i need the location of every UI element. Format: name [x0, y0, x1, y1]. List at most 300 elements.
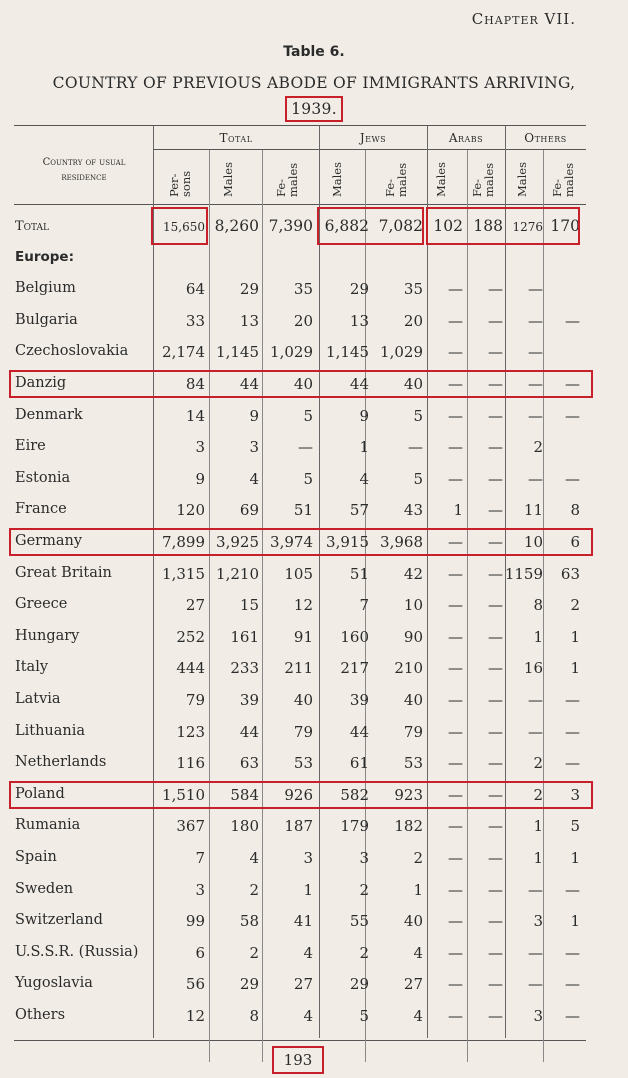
table-cell: 56 — [185, 975, 205, 994]
country-name: Hungary — [15, 627, 80, 644]
group-header-jews: Jews — [359, 131, 387, 145]
table-cell: — — [528, 406, 543, 425]
table-cell: 1159 — [504, 564, 543, 583]
table-cell: — — [448, 975, 463, 994]
table-cell: 3 — [533, 912, 543, 931]
country-name: Others — [15, 1007, 66, 1023]
row-highlight — [9, 781, 593, 809]
table-cell: 1 — [413, 880, 423, 899]
table-cell: 3 — [249, 438, 259, 457]
table-cell: — — [448, 596, 463, 615]
table-cell: 13 — [349, 311, 369, 330]
country-name: Denmark — [15, 406, 83, 423]
table-cell: 79 — [185, 691, 205, 709]
table-cell: 4 — [413, 943, 423, 962]
table-cell: 44 — [239, 722, 259, 741]
table-cell: — — [565, 722, 580, 741]
table-cell: 35 — [293, 280, 313, 299]
table-cell: — — [448, 406, 463, 425]
table-cell: 582 — [340, 785, 369, 804]
table-cell: — — [448, 343, 463, 362]
total-highlight-box — [426, 207, 580, 245]
column-header: Males — [434, 161, 448, 197]
country-name: Sweden — [15, 880, 74, 897]
country-name: Eire — [15, 438, 46, 455]
country-name: Yugoslavia — [15, 975, 93, 992]
table-row — [0, 750, 628, 780]
table-cell: 161 — [230, 627, 259, 646]
table-cell: 53 — [403, 754, 423, 773]
country-name: Latvia — [15, 691, 61, 707]
table-cell: 91 — [293, 627, 313, 646]
table-cell: — — [565, 406, 580, 425]
column-header: Fe- males — [470, 162, 496, 197]
table-cell: 188 — [473, 217, 503, 235]
page-number: 193 — [272, 1046, 324, 1074]
table-cell: 43 — [403, 501, 423, 520]
table-cell: 2 — [533, 754, 543, 773]
table-cell: 90 — [403, 627, 423, 646]
table-title — [0, 72, 628, 122]
table-row — [0, 434, 628, 464]
table-cell: — — [448, 533, 463, 551]
table-cell: 210 — [394, 659, 423, 678]
country-name: Spain — [15, 849, 57, 865]
table-cell: 35 — [403, 280, 423, 299]
table-cell: 63 — [239, 754, 259, 773]
table-cell: 8 — [249, 1007, 259, 1025]
country-name: Italy — [15, 659, 49, 676]
table-cell: 41 — [293, 912, 313, 931]
table-cell: 63 — [560, 564, 580, 583]
table-cell: 7,390 — [268, 217, 313, 235]
table-cell: 170 — [550, 217, 580, 235]
table-cell: 5 — [303, 469, 313, 488]
table-cell: — — [528, 311, 543, 330]
country-name: Switzerland — [15, 912, 103, 929]
table-row — [0, 813, 628, 843]
table-cell: — — [448, 849, 463, 867]
table-cell: 55 — [349, 912, 369, 931]
row-highlight — [9, 528, 593, 556]
table-row — [0, 276, 628, 306]
table-cell: 1 — [570, 849, 580, 867]
group-header-arabs: Arabs — [448, 131, 484, 145]
table-cell: — — [408, 438, 423, 457]
table-cell: 29 — [239, 975, 259, 994]
table-cell: — — [528, 943, 543, 962]
table-cell: 15,650 — [163, 220, 205, 234]
table-cell: — — [488, 754, 503, 773]
table-cell: 1,315 — [162, 564, 205, 583]
table-cell: — — [565, 311, 580, 330]
table-cell: 5 — [303, 406, 313, 425]
table-cell: 39 — [349, 691, 369, 709]
table-row — [0, 908, 628, 938]
table-cell: 1,145 — [326, 343, 369, 362]
table-cell: 1 — [570, 627, 580, 646]
table-cell: 3 — [359, 849, 369, 867]
table-cell: — — [488, 469, 503, 488]
table-cell: 180 — [230, 817, 259, 836]
table-cell: 10 — [523, 533, 543, 551]
table-cell: — — [488, 912, 503, 931]
table-cell: 44 — [349, 722, 369, 741]
table-label: Table 6. — [283, 44, 345, 60]
table-cell: 5 — [359, 1007, 369, 1025]
table-cell: — — [565, 754, 580, 773]
table-cell: 40 — [293, 691, 313, 709]
table-cell: 2,174 — [162, 343, 205, 362]
table-cell: 3,915 — [326, 533, 369, 551]
table-cell: 20 — [403, 311, 423, 330]
table-cell: 12 — [185, 1007, 205, 1025]
table-cell: 42 — [403, 564, 423, 583]
country-column-header: Country of usual residence — [42, 157, 126, 183]
table-row — [0, 592, 628, 622]
table-cell: 29 — [239, 280, 259, 299]
table-cell: 16 — [523, 659, 543, 678]
group-header-total: Total — [219, 131, 253, 145]
table-cell: 123 — [176, 722, 205, 741]
country-name: Greece — [15, 596, 68, 613]
table-row — [0, 308, 628, 338]
table-cell: 57 — [349, 501, 369, 520]
table-cell: — — [488, 406, 503, 425]
table-cell: 53 — [293, 754, 313, 773]
country-name: Danzig — [15, 375, 67, 391]
table-cell: — — [528, 975, 543, 994]
table-cell: 40 — [403, 691, 423, 709]
country-name: Estonia — [15, 469, 71, 486]
table-row — [0, 497, 628, 527]
table-cell: — — [488, 280, 503, 299]
table-cell: — — [528, 343, 543, 362]
country-name: Bulgaria — [15, 311, 78, 328]
table-cell: 44 — [239, 375, 259, 393]
table-cell: 79 — [293, 722, 313, 741]
table-cell: — — [448, 754, 463, 773]
section-heading-row — [0, 245, 628, 275]
table-cell: 51 — [293, 501, 313, 520]
table-row — [0, 687, 628, 717]
table-cell: — — [448, 722, 463, 741]
table-cell: 27 — [293, 975, 313, 994]
table-bottom-rule — [14, 1040, 586, 1041]
table-row — [0, 719, 628, 749]
column-header: Fe- males — [274, 162, 300, 197]
country-name: Total — [15, 219, 50, 234]
country-name: Belgium — [15, 280, 76, 297]
table-cell: 39 — [239, 691, 259, 709]
table-cell: 1 — [359, 438, 369, 457]
table-cell: 9 — [249, 406, 259, 425]
table-row — [0, 1003, 628, 1033]
column-header: Males — [515, 161, 529, 197]
table-cell: — — [448, 912, 463, 931]
table-cell: 160 — [340, 627, 369, 646]
country-name: Lithuania — [15, 722, 86, 739]
row-highlight — [9, 370, 593, 398]
table-cell: 29 — [349, 975, 369, 994]
table-title-text: COUNTRY OF PREVIOUS ABODE OF IMMIGRANTS ARRIVING, — [52, 74, 576, 92]
table-cell: 3 — [570, 785, 580, 804]
table-cell: 44 — [349, 375, 369, 393]
table-cell: — — [565, 375, 580, 393]
table-cell: — — [488, 785, 503, 804]
table-cell: — — [448, 817, 463, 836]
table-cell: 2 — [359, 880, 369, 899]
table-cell: — — [488, 975, 503, 994]
table-cell: 3,968 — [380, 533, 423, 551]
table-cell: — — [448, 280, 463, 299]
table-cell: — — [565, 975, 580, 994]
table-cell: — — [488, 343, 503, 362]
table-cell: 2 — [359, 943, 369, 962]
table-cell: — — [528, 691, 543, 709]
table-cell: — — [448, 659, 463, 678]
table-cell: 120 — [176, 501, 205, 520]
group-header-rule — [153, 149, 586, 150]
table-cell: 99 — [185, 912, 205, 931]
year-highlight: 1939. — [285, 96, 343, 122]
table-cell: — — [488, 943, 503, 962]
table-cell: 58 — [239, 912, 259, 931]
table-cell: 2 — [249, 943, 259, 962]
table-cell: — — [488, 817, 503, 836]
country-name: Great Britain — [15, 564, 112, 581]
table-cell: — — [448, 375, 463, 393]
table-cell: 2 — [413, 849, 423, 867]
table-cell: — — [448, 691, 463, 709]
table-cell: 179 — [340, 817, 369, 836]
table-cell: — — [528, 469, 543, 488]
chapter-heading: Chapter VII. — [471, 10, 576, 28]
table-row — [0, 655, 628, 685]
table-cell: 1,210 — [216, 564, 259, 583]
table-cell: 3 — [533, 1007, 543, 1025]
table-cell: 1 — [533, 627, 543, 646]
table-cell: 51 — [349, 564, 369, 583]
table-cell: — — [488, 627, 503, 646]
column-header: Fe- males — [383, 162, 409, 197]
table-cell: 1276 — [512, 220, 543, 234]
table-cell: 13 — [239, 311, 259, 330]
table-cell: 1 — [570, 659, 580, 678]
table-cell: 1,510 — [162, 785, 205, 804]
table-row — [0, 877, 628, 907]
table-cell: 69 — [239, 501, 259, 520]
table-cell: 3,974 — [270, 533, 313, 551]
table-cell: — — [448, 469, 463, 488]
column-header: Males — [221, 161, 235, 197]
column-header: Per- sons — [167, 170, 193, 197]
country-name: Netherlands — [15, 754, 107, 771]
table-cell: 1 — [303, 880, 313, 899]
table-cell: 7 — [359, 596, 369, 615]
table-cell: 105 — [284, 564, 313, 583]
table-cell: — — [565, 1007, 580, 1025]
table-cell: 6 — [195, 943, 205, 962]
table-cell: 4 — [413, 1007, 423, 1025]
table-cell: 4 — [249, 469, 259, 488]
table-cell: 8 — [570, 501, 580, 520]
table-cell: — — [448, 880, 463, 899]
table-cell: 15 — [239, 596, 259, 615]
table-row — [0, 940, 628, 970]
table-cell: 7 — [195, 849, 205, 867]
total-highlight-box — [151, 207, 208, 245]
table-cell: 5 — [413, 469, 423, 488]
total-highlight-box — [317, 207, 424, 245]
table-cell: 9 — [359, 406, 369, 425]
table-cell: — — [298, 438, 313, 457]
table-cell: 14 — [185, 406, 205, 425]
table-cell: 27 — [403, 975, 423, 994]
table-cell: 3 — [195, 438, 205, 457]
table-cell: 2 — [570, 596, 580, 615]
table-cell: 2 — [533, 785, 543, 804]
table-cell: — — [488, 596, 503, 615]
table-cell: 29 — [349, 280, 369, 299]
table-cell: 211 — [284, 659, 313, 678]
table-cell: — — [488, 375, 503, 393]
table-cell: 33 — [185, 311, 205, 330]
table-row — [0, 339, 628, 369]
table-cell: 2 — [533, 438, 543, 457]
table-row — [0, 845, 628, 875]
column-header: Fe- males — [550, 162, 576, 197]
table-cell: 444 — [176, 659, 205, 678]
table-cell: 6,882 — [324, 217, 369, 235]
table-cell: 1 — [533, 849, 543, 867]
table-cell: — — [488, 659, 503, 678]
table-cell: — — [448, 1007, 463, 1025]
table-row — [0, 624, 628, 654]
table-cell: 8,260 — [214, 217, 259, 235]
table-cell: 187 — [284, 817, 313, 836]
table-cell: 7,082 — [378, 217, 423, 235]
table-row — [0, 403, 628, 433]
group-header-others: Others — [524, 131, 567, 145]
table-cell: 116 — [176, 754, 205, 773]
country-name: Poland — [15, 785, 65, 802]
country-name: France — [15, 501, 67, 518]
table-cell: — — [488, 722, 503, 741]
country-name: Europe: — [15, 248, 74, 265]
table-cell: — — [528, 880, 543, 899]
table-cell: 182 — [394, 817, 423, 836]
table-cell: — — [565, 880, 580, 899]
table-cell: 40 — [293, 375, 313, 393]
table-cell: — — [528, 375, 543, 393]
table-cell: — — [488, 849, 503, 867]
table-cell: 8 — [533, 596, 543, 615]
table-cell: 926 — [284, 785, 313, 804]
table-cell: 252 — [176, 627, 205, 646]
table-cell: 20 — [293, 311, 313, 330]
column-header: Males — [330, 161, 344, 197]
table-cell: — — [528, 280, 543, 299]
table-cell: 6 — [570, 533, 580, 551]
table-cell: — — [448, 785, 463, 804]
table-row — [0, 561, 628, 591]
table-cell: — — [488, 311, 503, 330]
table-cell: 10 — [403, 596, 423, 615]
country-name: Czechoslovakia — [15, 343, 129, 360]
table-cell: — — [448, 564, 463, 583]
table-cell: 40 — [403, 912, 423, 931]
table-cell: 4 — [249, 849, 259, 867]
table-cell: 4 — [303, 1007, 313, 1025]
table-cell: 12 — [293, 596, 313, 615]
table-cell: — — [488, 880, 503, 899]
table-cell: 3,925 — [216, 533, 259, 551]
country-name: U.S.S.R. (Russia) — [15, 943, 139, 960]
table-cell: 5 — [413, 406, 423, 425]
country-name: Rumania — [15, 817, 81, 834]
table-cell: 4 — [303, 943, 313, 962]
table-cell: 1 — [570, 912, 580, 931]
table-cell: — — [565, 943, 580, 962]
table-cell: — — [565, 469, 580, 488]
table-cell: — — [565, 691, 580, 709]
table-cell: 102 — [433, 217, 463, 235]
table-cell: — — [488, 501, 503, 520]
table-cell: 2 — [249, 880, 259, 899]
table-cell: — — [488, 691, 503, 709]
table-cell: 217 — [340, 659, 369, 678]
table-cell: 367 — [176, 817, 205, 836]
table-cell: — — [488, 564, 503, 583]
table-cell: 27 — [185, 596, 205, 615]
table-cell: — — [488, 533, 503, 551]
table-cell: 923 — [394, 785, 423, 804]
table-row — [0, 971, 628, 1001]
table-cell: 3 — [303, 849, 313, 867]
table-cell: — — [528, 722, 543, 741]
table-cell: 79 — [403, 722, 423, 741]
table-cell: 64 — [185, 280, 205, 299]
country-name: Germany — [15, 533, 83, 549]
table-cell: — — [448, 627, 463, 646]
table-cell: 84 — [185, 375, 205, 393]
table-cell: 1,145 — [216, 343, 259, 362]
table-cell: 9 — [195, 469, 205, 488]
table-cell: 40 — [403, 375, 423, 393]
table-cell: 1,029 — [270, 343, 313, 362]
table-cell: 584 — [230, 785, 259, 804]
table-cell: 1 — [453, 501, 463, 520]
table-cell: — — [448, 943, 463, 962]
table-cell: — — [488, 1007, 503, 1025]
table-cell: — — [448, 311, 463, 330]
table-cell: 61 — [349, 754, 369, 773]
table-cell: 5 — [570, 817, 580, 836]
table-cell: 1,029 — [380, 343, 423, 362]
table-cell: 3 — [195, 880, 205, 899]
table-top-rule — [14, 125, 586, 126]
table-cell: — — [448, 438, 463, 457]
table-cell: 233 — [230, 659, 259, 678]
table-cell: 7,899 — [162, 533, 205, 551]
table-cell: 1 — [533, 817, 543, 836]
header-bottom-rule — [14, 204, 586, 205]
table-cell: — — [488, 438, 503, 457]
table-cell: 11 — [523, 501, 543, 520]
table-row — [0, 466, 628, 496]
table-cell: 4 — [359, 469, 369, 488]
